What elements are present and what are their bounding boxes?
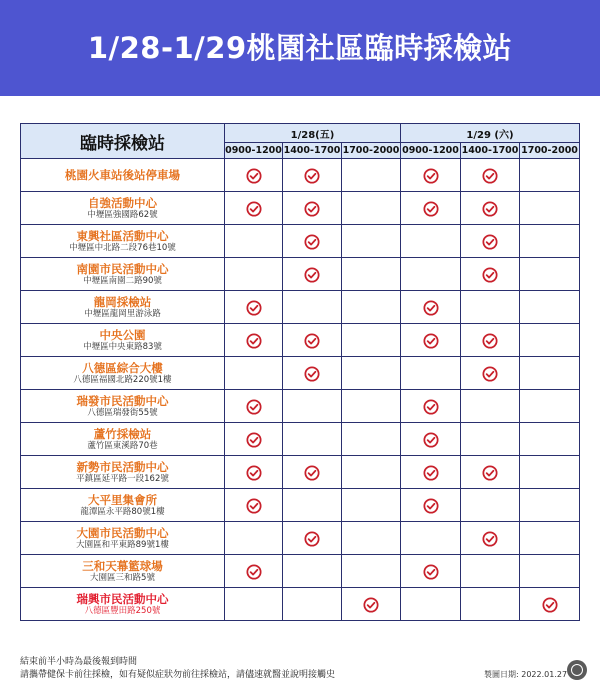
site-name: 桃園火車站後站停車場 <box>65 168 180 182</box>
slot-cell <box>283 291 342 324</box>
slot-cell <box>342 324 401 357</box>
slot-cell <box>342 357 401 390</box>
circled-check-icon <box>482 531 498 547</box>
slot-cell <box>283 159 342 192</box>
slot-cell <box>461 291 520 324</box>
site-cell <box>21 423 225 456</box>
slot-cell <box>401 258 461 291</box>
slot-cell <box>283 522 342 555</box>
slot-cell <box>520 258 580 291</box>
slot-cell <box>283 489 342 522</box>
circled-check-icon <box>482 465 498 481</box>
circled-check-icon <box>423 498 439 514</box>
table-row <box>21 555 580 588</box>
circled-check-icon <box>482 234 498 250</box>
slot-cell <box>461 456 520 489</box>
slot-cell <box>342 291 401 324</box>
site-column-header: 臨時採檢站 <box>21 124 225 159</box>
site-cell <box>21 522 225 555</box>
circled-check-icon <box>304 366 320 382</box>
time-slot-header: 1700-2000 <box>342 143 401 159</box>
slot-cell <box>520 225 580 258</box>
circled-check-icon <box>482 168 498 184</box>
site-address: 龍潭區永平路80號1樓 <box>80 506 165 517</box>
site-cell <box>21 258 225 291</box>
slot-cell <box>342 456 401 489</box>
slot-cell <box>461 423 520 456</box>
circled-check-icon <box>246 333 262 349</box>
table-row <box>21 522 580 555</box>
slot-cell <box>225 456 283 489</box>
slot-cell <box>461 192 520 225</box>
slot-cell <box>461 159 520 192</box>
table-row <box>21 489 580 522</box>
slot-cell <box>283 588 342 621</box>
slot-cell <box>461 324 520 357</box>
slot-cell <box>461 258 520 291</box>
slot-cell <box>283 324 342 357</box>
slot-cell <box>342 225 401 258</box>
slot-cell <box>401 489 461 522</box>
slot-cell <box>225 489 283 522</box>
slot-cell <box>520 555 580 588</box>
site-address: 中壢區中北路二段76巷10號 <box>69 242 176 253</box>
circled-check-icon <box>246 432 262 448</box>
circled-check-icon <box>304 531 320 547</box>
site-address: 大園區和平東路89號1樓 <box>76 539 169 550</box>
site-name: 蘆竹採檢站 <box>93 426 152 441</box>
circled-check-icon <box>423 399 439 415</box>
time-slot-header: 0900-1200 <box>225 143 283 159</box>
slot-cell <box>461 357 520 390</box>
circled-check-icon <box>423 333 439 349</box>
slot-cell <box>461 588 520 621</box>
table-row <box>21 588 580 621</box>
slot-cell <box>520 159 580 192</box>
note-line: 結束前半小時為最後報到時間 <box>20 657 138 667</box>
circled-check-icon <box>304 267 320 283</box>
site-name: 自強活動中心 <box>88 195 157 210</box>
slot-cell <box>342 423 401 456</box>
site-name: 瑞興市民活動中心 <box>76 591 169 606</box>
circled-check-icon <box>246 399 262 415</box>
slot-cell <box>225 555 283 588</box>
slot-cell <box>342 555 401 588</box>
slot-cell <box>520 588 580 621</box>
date-header-0129: 1/29 (六) <box>401 124 580 143</box>
slot-cell <box>461 225 520 258</box>
table-row <box>21 324 580 357</box>
circled-check-icon <box>423 465 439 481</box>
site-address: 中壢區龍岡里游泳路 <box>84 308 161 319</box>
site-name: 三和天幕籃球場 <box>82 558 163 573</box>
notes <box>20 656 335 682</box>
slot-cell <box>401 357 461 390</box>
circled-check-icon <box>246 168 262 184</box>
slot-cell <box>225 225 283 258</box>
made-date: 製圖日期: 2022.01.27 <box>484 670 568 679</box>
site-name: 龍岡採檢站 <box>93 294 152 309</box>
slot-cell <box>520 390 580 423</box>
table-row <box>21 357 580 390</box>
circled-check-icon <box>246 564 262 580</box>
slot-cell <box>520 192 580 225</box>
site-name: 瑞發市民活動中心 <box>76 393 169 408</box>
slot-cell <box>342 258 401 291</box>
slot-cell <box>283 357 342 390</box>
circled-check-icon <box>423 564 439 580</box>
table-row <box>21 423 580 456</box>
title-banner <box>0 0 600 96</box>
time-slot-header: 1400-1700 <box>461 143 520 159</box>
circled-check-icon <box>542 597 558 613</box>
time-slot-header: 1700-2000 <box>520 143 580 159</box>
site-cell <box>21 390 225 423</box>
circled-check-icon <box>423 201 439 217</box>
circled-check-icon <box>246 498 262 514</box>
city-seal-icon <box>567 660 587 680</box>
slot-cell <box>283 555 342 588</box>
slot-cell <box>520 456 580 489</box>
site-cell <box>21 588 225 621</box>
site-address: 大園區三和路5號 <box>90 572 155 583</box>
circled-check-icon <box>246 300 262 316</box>
slot-cell <box>401 588 461 621</box>
slot-cell <box>283 258 342 291</box>
circled-check-icon <box>363 597 379 613</box>
table-row <box>21 159 580 192</box>
site-cell <box>21 357 225 390</box>
circled-check-icon <box>423 300 439 316</box>
slot-cell <box>225 159 283 192</box>
slot-cell <box>520 522 580 555</box>
slot-cell <box>401 555 461 588</box>
site-cell <box>21 456 225 489</box>
site-address: 中壢區南園二路90號 <box>83 275 162 286</box>
site-address: 八德區福國北路220號1樓 <box>73 374 172 385</box>
site-cell <box>21 324 225 357</box>
date-header-0128: 1/28(五) <box>225 124 401 143</box>
slot-cell <box>461 555 520 588</box>
circled-check-icon <box>304 201 320 217</box>
slot-cell <box>520 357 580 390</box>
site-name: 新勢市民活動中心 <box>76 459 169 474</box>
site-cell <box>21 555 225 588</box>
slot-cell <box>283 423 342 456</box>
slot-cell <box>520 423 580 456</box>
slot-cell <box>225 192 283 225</box>
site-name: 八德區綜合大樓 <box>82 360 163 375</box>
circled-check-icon <box>304 465 320 481</box>
site-cell <box>21 291 225 324</box>
site-name: 大平里集會所 <box>88 492 157 507</box>
slot-cell <box>401 390 461 423</box>
slot-cell <box>342 390 401 423</box>
site-cell <box>21 225 225 258</box>
site-address: 中壢區強國路62號 <box>87 209 158 220</box>
slot-cell <box>461 489 520 522</box>
circled-check-icon <box>246 201 262 217</box>
time-slot-header: 1400-1700 <box>283 143 342 159</box>
note-line: 請攜帶健保卡前往採檢，如有疑似症狀勿前往採檢站，請儘速就醫並說明接觸史 <box>20 670 336 680</box>
slot-cell <box>520 291 580 324</box>
slot-cell <box>342 588 401 621</box>
site-cell <box>21 489 225 522</box>
slot-cell <box>401 159 461 192</box>
slot-cell <box>225 390 283 423</box>
slot-cell <box>401 291 461 324</box>
slot-cell <box>401 423 461 456</box>
slot-cell <box>283 456 342 489</box>
site-address: 八德區豐田路250號 <box>84 605 161 616</box>
table-row <box>21 390 580 423</box>
slot-cell <box>342 159 401 192</box>
slot-cell <box>283 192 342 225</box>
page-title: 1/28-1/29桃園社區臨時採檢站 <box>87 31 513 65</box>
slot-cell <box>401 456 461 489</box>
slot-cell <box>520 324 580 357</box>
slot-cell <box>461 390 520 423</box>
circled-check-icon <box>482 267 498 283</box>
circled-check-icon <box>423 432 439 448</box>
slot-cell <box>225 588 283 621</box>
slot-cell <box>283 225 342 258</box>
site-address: 平鎮區延平路一段162號 <box>76 473 169 484</box>
site-name: 中央公園 <box>99 327 146 342</box>
table-row <box>21 456 580 489</box>
slot-cell <box>225 258 283 291</box>
slot-cell <box>225 522 283 555</box>
site-name: 東興社區活動中心 <box>76 228 169 243</box>
schedule-table <box>20 123 580 621</box>
circled-check-icon <box>246 465 262 481</box>
site-address: 八德區瑞發街55號 <box>87 407 158 418</box>
site-address: 中壢區中央東路83號 <box>83 341 162 352</box>
slot-cell <box>342 522 401 555</box>
slot-cell <box>401 225 461 258</box>
slot-cell <box>283 390 342 423</box>
site-address: 蘆竹區東溪路70巷 <box>87 440 158 451</box>
circled-check-icon <box>304 234 320 250</box>
site-name: 南園市民活動中心 <box>76 261 169 276</box>
slot-cell <box>401 522 461 555</box>
table-row <box>21 258 580 291</box>
slot-cell <box>342 192 401 225</box>
table-row <box>21 225 580 258</box>
slot-cell <box>401 192 461 225</box>
circled-check-icon <box>304 333 320 349</box>
slot-cell <box>401 324 461 357</box>
slot-cell <box>225 291 283 324</box>
slot-cell <box>342 489 401 522</box>
circled-check-icon <box>304 168 320 184</box>
slot-cell <box>225 324 283 357</box>
circled-check-icon <box>482 201 498 217</box>
slot-cell <box>520 489 580 522</box>
table-row <box>21 192 580 225</box>
circled-check-icon <box>482 366 498 382</box>
site-cell <box>21 159 225 192</box>
site-name: 大園市民活動中心 <box>76 525 169 540</box>
slot-cell <box>225 357 283 390</box>
time-slot-header: 0900-1200 <box>401 143 461 159</box>
slot-cell <box>225 423 283 456</box>
table-row <box>21 291 580 324</box>
site-cell <box>21 192 225 225</box>
circled-check-icon <box>482 333 498 349</box>
schedule-body <box>21 159 580 621</box>
slot-cell <box>461 522 520 555</box>
circled-check-icon <box>423 168 439 184</box>
